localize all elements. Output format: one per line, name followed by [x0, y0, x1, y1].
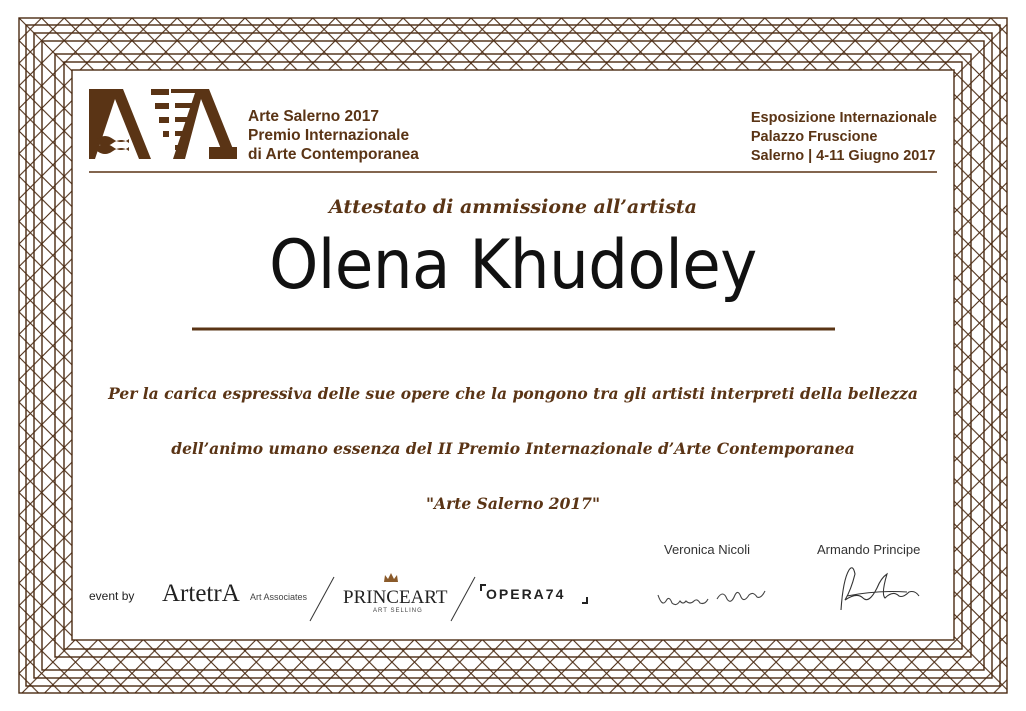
princeart-logo: PRINCEART — [343, 587, 448, 608]
crown-icon — [383, 572, 399, 584]
body-line-2: dell’animo umano essenza del II Premio Internazionale d’Arte Contemporanea — [171, 439, 855, 458]
princeart-subtitle: ART SELLING — [373, 608, 423, 614]
certificate-title: Attestato di ammissione all’artista — [328, 196, 697, 218]
artetra-logo: ArtetrA — [162, 580, 240, 607]
divider-slash — [308, 576, 336, 622]
signature-1 — [655, 585, 780, 615]
header-left-line3: di Arte Contemporanea — [248, 146, 419, 163]
signatory-1-name: Veronica Nicoli — [664, 542, 750, 557]
body-line-1: Per la carica espressiva delle sue opere che la pongono tra gli artisti interpreti della bellezza — [108, 384, 918, 403]
artist-name: Olena Khudoley — [269, 226, 757, 305]
opera74-logo: OPERA74 — [486, 586, 566, 602]
header-left-line1: Arte Salerno 2017 — [248, 108, 379, 125]
header-left-text — [248, 107, 419, 164]
body-line-3: "Arte Salerno 2017" — [425, 494, 601, 513]
divider-slash — [449, 576, 477, 622]
header-right-text — [751, 109, 937, 166]
header-right-line1: Esposizione Internazionale — [750, 110, 937, 126]
arte-salerno-logo-icon — [89, 89, 237, 161]
signature-2 — [833, 560, 928, 620]
header-right-line2: Palazzo Fruscione — [750, 129, 878, 145]
artetra-subtitle: Art Associates — [250, 592, 308, 602]
header-left-line2: Premio Internazionale — [248, 127, 410, 144]
header-right-line3: Salerno | 4-11 Giugno 2017 — [750, 148, 936, 164]
event-by-label: event by — [89, 589, 135, 603]
signatory-2-name: Armando Principe — [817, 542, 921, 557]
